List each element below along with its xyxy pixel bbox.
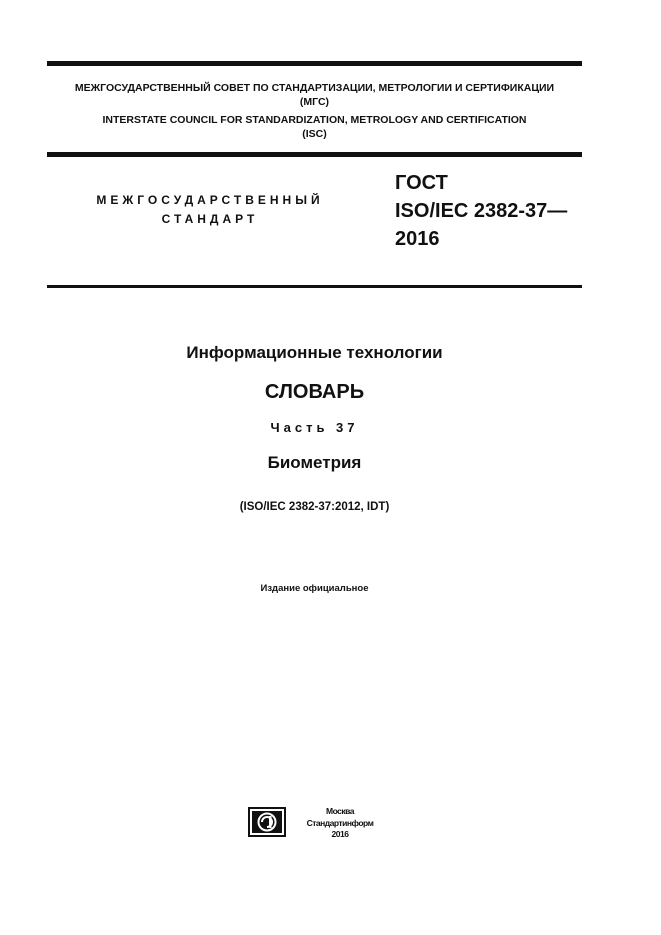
part-number: Часть 37	[270, 420, 359, 435]
publisher-info	[290, 806, 390, 841]
gost-label: ГОСТ	[395, 172, 448, 194]
gost-number: ISO/IEC 2382-37—	[395, 200, 568, 222]
top-rule	[47, 61, 582, 66]
publisher-city: Москва	[326, 806, 354, 816]
council-en-line1: INTERSTATE COUNCIL FOR STANDARDIZATION, METROLOGY AND CERTIFICATION	[102, 114, 527, 126]
council-en-line2: (ISC)	[302, 128, 327, 140]
main-title: Информационные технологии	[186, 343, 443, 362]
council-ru-line2: (МГС)	[299, 96, 330, 108]
council-ru-line1: МЕЖГОСУДАРСТВЕННЫЙ СОВЕТ ПО СТАНДАРТИЗАЦИИ, МЕТРОЛОГИИ И СЕРТИФИКАЦИИ	[74, 82, 555, 94]
council-bottom-rule	[47, 152, 582, 157]
gost-year: 2016	[395, 228, 440, 250]
header-bottom-rule	[47, 285, 582, 288]
publisher-name: Стандартинформ	[306, 817, 374, 828]
publisher-year: 2016	[331, 829, 349, 839]
edition-note: Издание официальное	[260, 583, 369, 594]
standard-type-line2: СТАНДАРТ	[161, 212, 259, 226]
sub-title: СЛОВАРЬ	[264, 381, 365, 403]
standartinform-logo-icon	[248, 807, 286, 837]
part-title: Биометрия	[267, 453, 362, 472]
iso-reference: (ISO/IEC 2382-37:2012, IDT)	[239, 501, 390, 513]
standard-type-line1: МЕЖГОСУДАРСТВЕННЫЙ	[96, 193, 324, 207]
